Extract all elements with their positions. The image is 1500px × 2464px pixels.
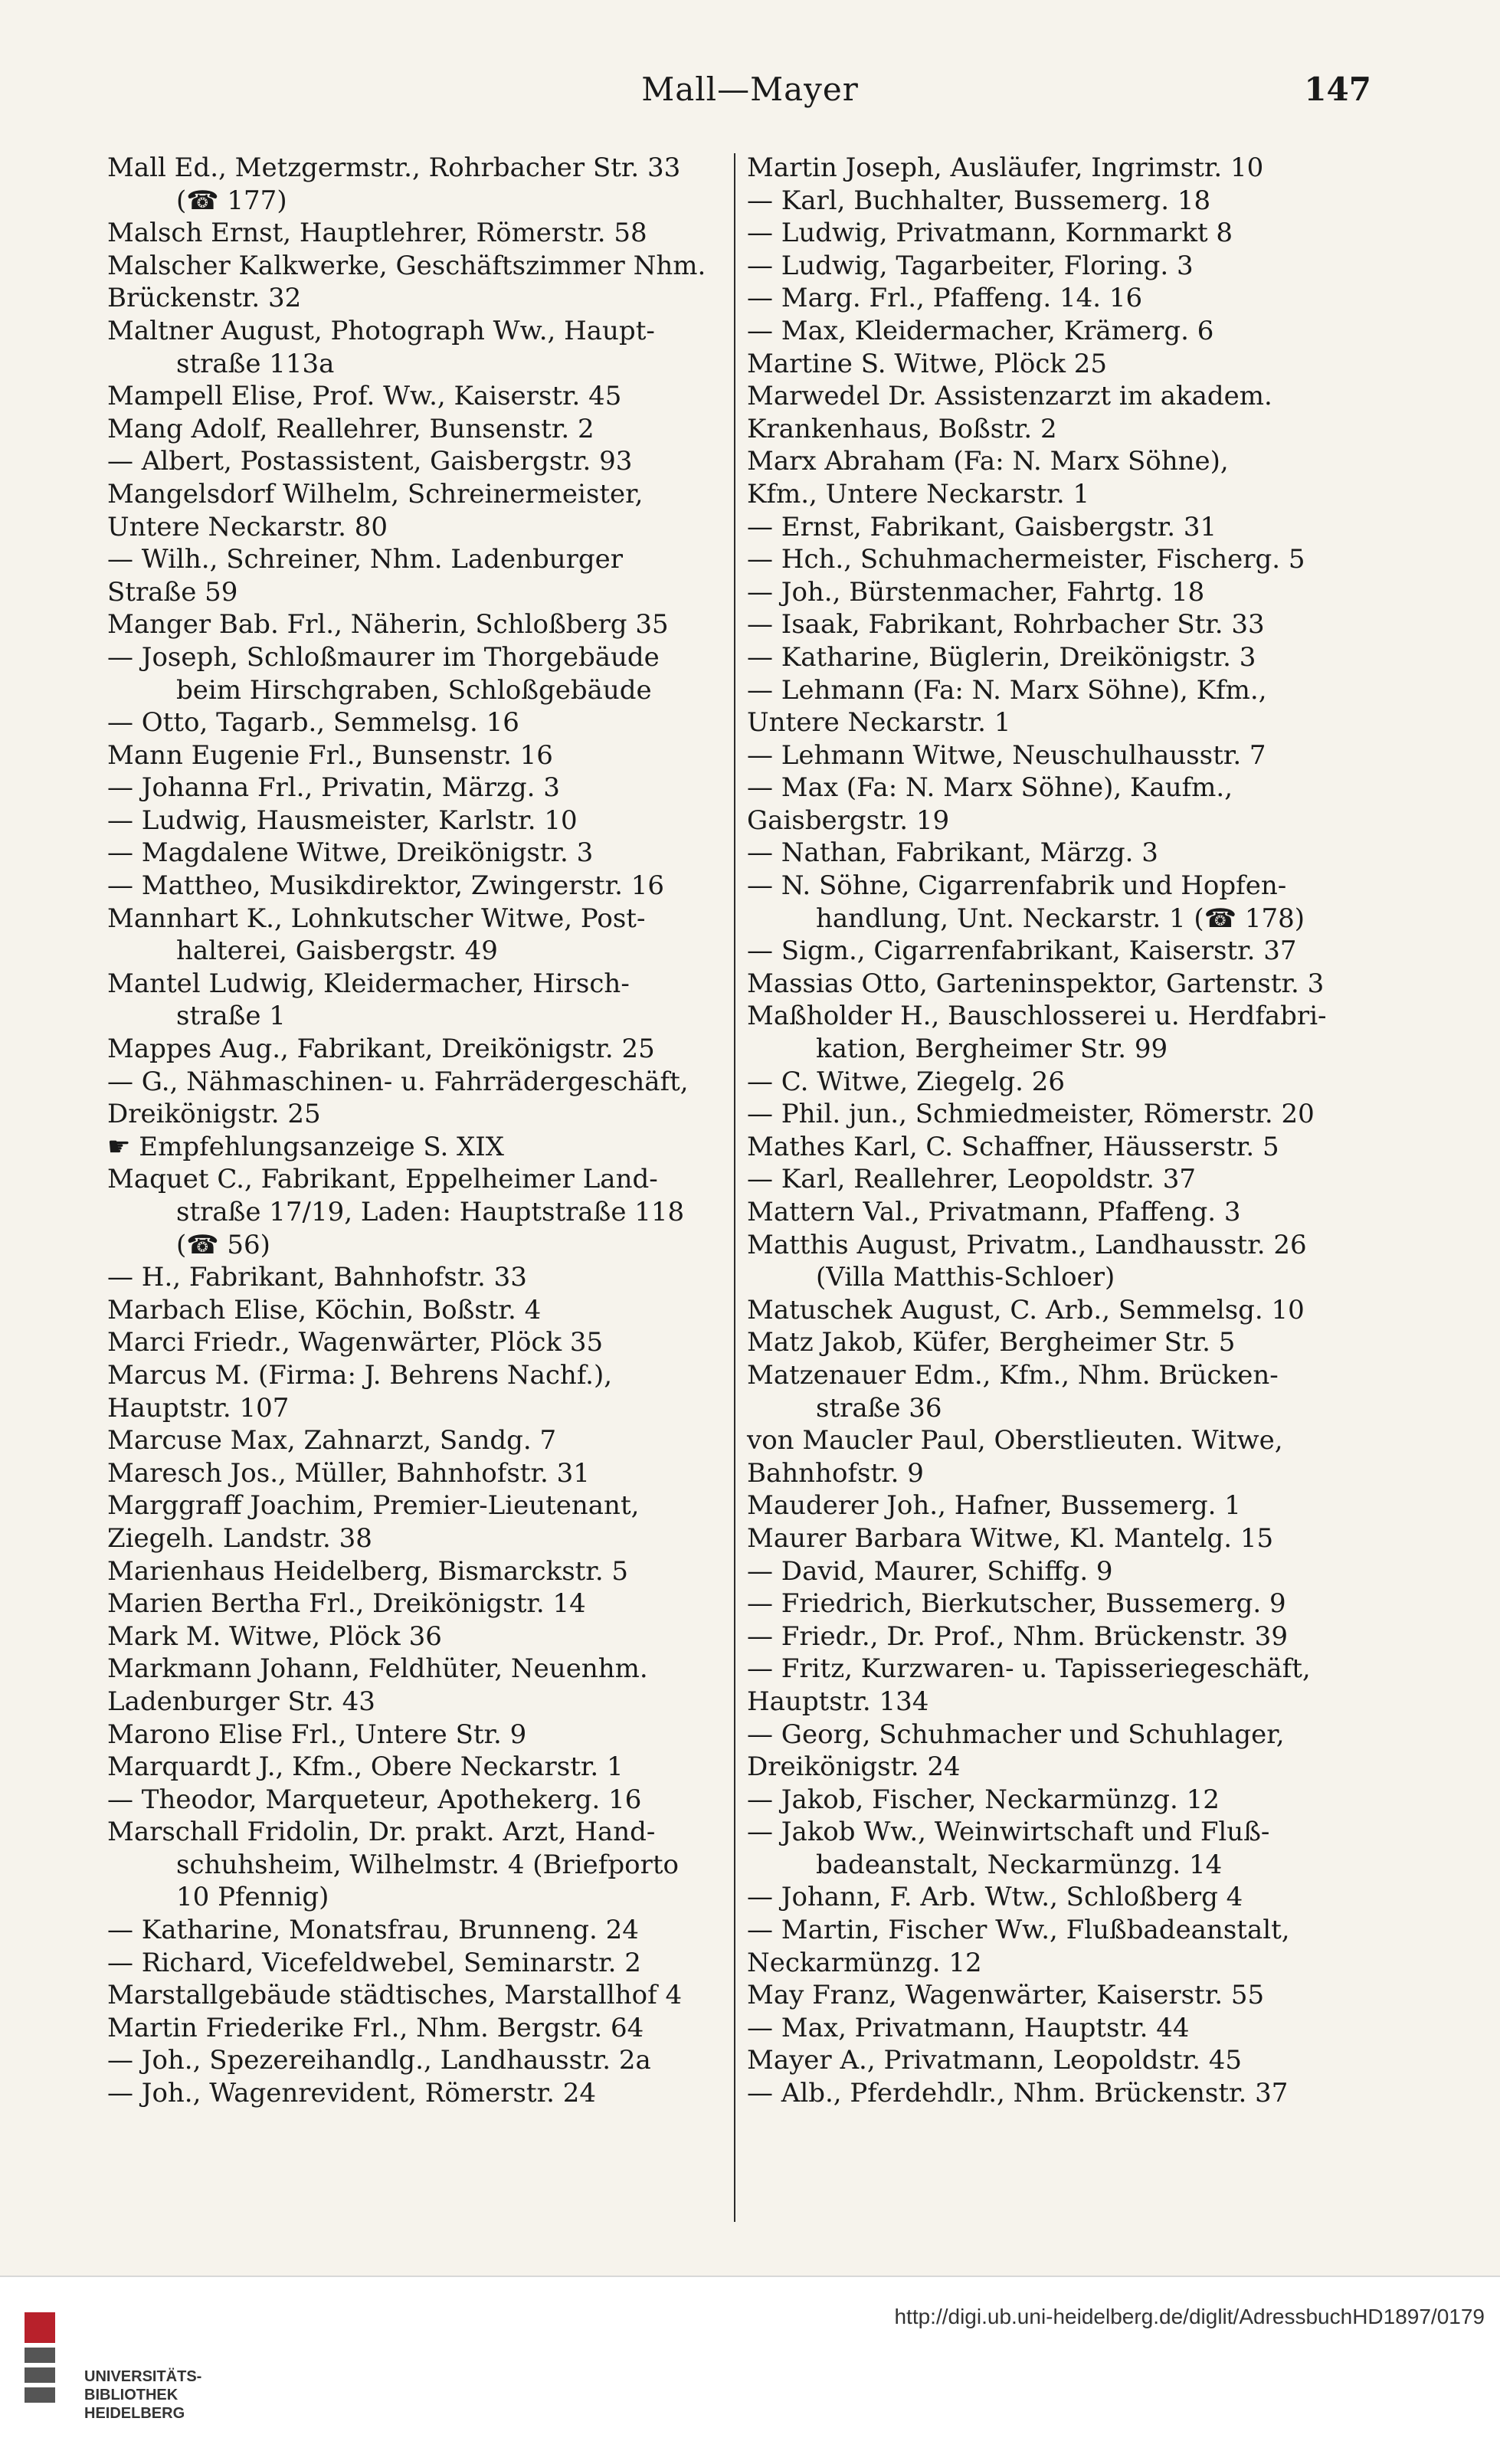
directory-line: — G., Nähmaschinen- u. Fahrrädergeschäft, xyxy=(107,1066,689,1097)
directory-line: Malscher Kalkwerke, Geschäftszimmer Nhm. xyxy=(107,250,706,281)
directory-line: — Mattheo, Musikdirektor, Zwingerstr. 16 xyxy=(107,870,664,902)
directory-line: — Isaak, Fabrikant, Rohrbacher Str. 33 xyxy=(747,609,1265,641)
directory-line: — Karl, Reallehrer, Leopoldstr. 37 xyxy=(747,1164,1197,1195)
directory-line: — C. Witwe, Ziegelg. 26 xyxy=(747,1066,1065,1097)
directory-line: Mang Adolf, Reallehrer, Bunsenstr. 2 xyxy=(107,413,594,444)
directory-line: beim Hirschgraben, Schloßgebäude xyxy=(176,674,652,706)
directory-line: Mappes Aug., Fabrikant, Dreikönigstr. 25 xyxy=(107,1034,655,1065)
directory-line: straße 1 xyxy=(176,1001,286,1032)
directory-line: — Ludwig, Privatmann, Kornmarkt 8 xyxy=(747,218,1233,249)
directory-line: Marx Abraham (Fa: N. Marx Söhne), xyxy=(747,446,1229,477)
directory-line: Untere Neckarstr. 80 xyxy=(107,511,388,542)
logo-line: HEIDELBERG xyxy=(84,2405,185,2422)
directory-line: — Joseph, Schloßmaurer im Thorgebäude xyxy=(107,641,660,673)
directory-line: Matz Jakob, Küfer, Bergheimer Str. 5 xyxy=(747,1327,1236,1358)
directory-line: — Ernst, Fabrikant, Gaisbergstr. 31 xyxy=(747,511,1217,542)
directory-line: — Richard, Vicefeldwebel, Seminarstr. 2 xyxy=(107,1947,641,1978)
directory-line: Marcuse Max, Zahnarzt, Sandg. 7 xyxy=(107,1425,557,1456)
directory-line: — Albert, Postassistent, Gaisbergstr. 93 xyxy=(107,446,633,477)
directory-line: — Joh., Spezereihandlg., Landhausstr. 2a xyxy=(107,2045,651,2076)
directory-line: Mangelsdorf Wilhelm, Schreinermeister, xyxy=(107,478,644,510)
directory-line: Marci Friedr., Wagenwärter, Plöck 35 xyxy=(107,1327,604,1358)
directory-line: — Lehmann (Fa: N. Marx Söhne), Kfm., xyxy=(747,674,1267,706)
directory-line: — Johann, F. Arb. Wtw., Schloßberg 4 xyxy=(747,1882,1243,1913)
directory-line: — Karl, Buchhalter, Bussemerg. 18 xyxy=(747,185,1211,216)
directory-line: Marquardt J., Kfm., Obere Neckarstr. 1 xyxy=(107,1751,624,1783)
directory-line: von Maucler Paul, Oberstlieuten. Witwe, xyxy=(747,1425,1283,1456)
directory-line: ☛ Empfehlungsanzeige S. XIX xyxy=(107,1131,504,1162)
source-url[interactable]: http://digi.ub.uni-heidelberg.de/diglit/AdressbuchHD1897/0179 xyxy=(894,2305,1485,2328)
directory-line: Mampell Elise, Prof. Ww., Kaiserstr. 45 xyxy=(107,381,622,412)
directory-line: Mannhart K., Lohnkutscher Witwe, Post- xyxy=(107,903,646,934)
directory-line: — Jakob, Fischer, Neckarmünzg. 12 xyxy=(747,1784,1220,1815)
directory-line: — Max, Kleidermacher, Krämerg. 6 xyxy=(747,315,1214,346)
directory-line: Marienhaus Heidelberg, Bismarckstr. 5 xyxy=(107,1555,629,1587)
directory-line: — Jakob Ww., Weinwirtschaft und Fluß- xyxy=(747,1817,1270,1848)
directory-line: straße 113a xyxy=(176,348,335,379)
directory-line: Matzenauer Edm., Kfm., Nhm. Brücken- xyxy=(747,1359,1279,1391)
directory-line: Marcus M. (Firma: J. Behrens Nachf.), xyxy=(107,1359,613,1391)
directory-line: — Katharine, Monatsfrau, Brunneng. 24 xyxy=(107,1915,639,1946)
directory-line: Martin Joseph, Ausläufer, Ingrimstr. 10 xyxy=(747,152,1264,183)
directory-line: (Villa Matthis-Schloer) xyxy=(816,1262,1115,1293)
logo-line: UNIVERSITÄTS- xyxy=(84,2368,202,2385)
column-divider xyxy=(734,153,735,2222)
directory-line: — Max, Privatmann, Hauptstr. 44 xyxy=(747,2012,1190,2043)
directory-line: straße 36 xyxy=(816,1392,942,1424)
directory-line: — Magdalene Witwe, Dreikönigstr. 3 xyxy=(107,837,594,869)
directory-line: — Ludwig, Hausmeister, Karlstr. 10 xyxy=(107,804,578,836)
directory-line: Mall Ed., Metzgermstr., Rohrbacher Str. 33 xyxy=(107,152,681,183)
library-logo-icon xyxy=(18,2312,61,2427)
directory-line: — Wilh., Schreiner, Nhm. Ladenburger xyxy=(107,544,624,575)
directory-line: — Hch., Schuhmachermeister, Fischerg. 5 xyxy=(747,544,1305,575)
directory-line: — Sigm., Cigarrenfabrikant, Kaiserstr. 37 xyxy=(747,935,1297,967)
directory-line: Untere Neckarstr. 1 xyxy=(747,707,1011,739)
directory-line: Bahnhofstr. 9 xyxy=(747,1457,924,1489)
footer-bar xyxy=(0,2276,1500,2464)
directory-line: — Georg, Schuhmacher und Schuhlager, xyxy=(747,1719,1285,1750)
directory-line: Maresch Jos., Müller, Bahnhofstr. 31 xyxy=(107,1457,590,1489)
directory-line: — Johanna Frl., Privatin, Märzg. 3 xyxy=(107,772,560,804)
page-title: Mall—Mayer xyxy=(641,70,859,108)
directory-line: Krankenhaus, Boßstr. 2 xyxy=(747,413,1057,444)
directory-line: 10 Pfennig) xyxy=(176,1882,329,1913)
directory-line: — Alb., Pferdehdlr., Nhm. Brückenstr. 37 xyxy=(747,2078,1289,2109)
directory-line: Marono Elise Frl., Untere Str. 9 xyxy=(107,1719,527,1750)
directory-line: Marbach Elise, Köchin, Boßstr. 4 xyxy=(107,1294,542,1325)
directory-line: — Friedr., Dr. Prof., Nhm. Brückenstr. 39 xyxy=(747,1620,1288,1652)
directory-line: Marggraff Joachim, Premier-Lieutenant, xyxy=(107,1490,640,1522)
directory-line: Matthis August, Privatm., Landhausstr. 26 xyxy=(747,1229,1307,1260)
directory-line: badeanstalt, Neckarmünzg. 14 xyxy=(816,1849,1223,1880)
directory-line: Mattern Val., Privatmann, Pfaffeng. 3 xyxy=(747,1197,1241,1227)
directory-line: Marschall Fridolin, Dr. prakt. Arzt, Hand- xyxy=(107,1817,656,1848)
directory-line: — Nathan, Fabrikant, Märzg. 3 xyxy=(747,837,1158,869)
directory-line: — Max (Fa: N. Marx Söhne), Kaufm., xyxy=(747,772,1233,804)
directory-line: Massias Otto, Garteninspektor, Gartenstr. 3 xyxy=(747,968,1325,999)
directory-line: — Joh., Bürstenmacher, Fahrtg. 18 xyxy=(747,576,1205,608)
directory-line: Marstallgebäude städtisches, Marstallhof 4 xyxy=(107,1980,683,2011)
directory-line: — David, Maurer, Schiffg. 9 xyxy=(747,1555,1113,1587)
library-logo-text xyxy=(84,2367,201,2423)
directory-line: straße 17/19, Laden: Hauptstraße 118 xyxy=(176,1197,685,1227)
directory-line: Martin Friederike Frl., Nhm. Bergstr. 64 xyxy=(107,2012,644,2043)
directory-line: Dreikönigstr. 25 xyxy=(107,1099,321,1130)
directory-line: Maquet C., Fabrikant, Eppelheimer Land- xyxy=(107,1164,658,1195)
directory-line: handlung, Unt. Neckarstr. 1 (☎ 178) xyxy=(816,903,1305,934)
directory-line: Straße 59 xyxy=(107,576,238,608)
directory-line: — Otto, Tagarb., Semmelsg. 16 xyxy=(107,707,519,739)
directory-line: (☎ 177) xyxy=(176,185,287,216)
directory-line: Mantel Ludwig, Kleidermacher, Hirsch- xyxy=(107,968,630,999)
directory-line: — Ludwig, Tagarbeiter, Floring. 3 xyxy=(747,250,1194,281)
directory-line: Hauptstr. 134 xyxy=(747,1686,929,1717)
directory-line: Mark M. Witwe, Plöck 36 xyxy=(107,1620,442,1652)
directory-line: Ziegelh. Landstr. 38 xyxy=(107,1522,372,1554)
directory-line: Markmann Johann, Feldhüter, Neuenhm. xyxy=(107,1653,648,1685)
logo-line: BIBLIOTHEK xyxy=(84,2387,178,2403)
directory-line: — Joh., Wagenrevident, Römerstr. 24 xyxy=(107,2078,596,2109)
directory-line: Manger Bab. Frl., Näherin, Schloßberg 35 xyxy=(107,609,669,641)
directory-line: — Theodor, Marqueteur, Apothekerg. 16 xyxy=(107,1784,642,1815)
right-column xyxy=(747,152,1367,2110)
directory-line: — Fritz, Kurzwaren- u. Tapisseriegeschäft, xyxy=(747,1653,1311,1685)
directory-line: — Martin, Fischer Ww., Flußbadeanstalt, xyxy=(747,1915,1290,1946)
directory-line: May Franz, Wagenwärter, Kaiserstr. 55 xyxy=(747,1980,1265,2011)
directory-line: Maltner August, Photograph Ww., Haupt- xyxy=(107,315,655,346)
directory-line: Gaisbergstr. 19 xyxy=(747,804,950,836)
directory-line: Mann Eugenie Frl., Bunsenstr. 16 xyxy=(107,739,553,771)
directory-line: Mayer A., Privatmann, Leopoldstr. 45 xyxy=(747,2045,1243,2076)
directory-line: — Katharine, Büglerin, Dreikönigstr. 3 xyxy=(747,641,1256,673)
directory-line: Malsch Ernst, Hauptlehrer, Römerstr. 58 xyxy=(107,218,647,249)
directory-line: Mathes Karl, C. Schaffner, Häusserstr. 5 xyxy=(747,1131,1279,1162)
directory-line: — H., Fabrikant, Bahnhofstr. 33 xyxy=(107,1262,527,1293)
directory-line: Marien Bertha Frl., Dreikönigstr. 14 xyxy=(107,1588,586,1620)
directory-line: halterei, Gaisbergstr. 49 xyxy=(176,935,498,967)
directory-line: Martine S. Witwe, Plöck 25 xyxy=(747,348,1108,379)
directory-line: Matuschek August, C. Arb., Semmelsg. 10 xyxy=(747,1294,1305,1325)
directory-line: Brückenstr. 32 xyxy=(107,283,302,314)
directory-line: — Friedrich, Bierkutscher, Bussemerg. 9 xyxy=(747,1588,1286,1620)
left-column xyxy=(107,152,720,2110)
directory-line: kation, Bergheimer Str. 99 xyxy=(816,1034,1168,1065)
directory-line: (☎ 56) xyxy=(176,1229,270,1260)
directory-line: schuhsheim, Wilhelmstr. 4 (Briefporto xyxy=(176,1849,679,1880)
directory-line: Maurer Barbara Witwe, Kl. Mantelg. 15 xyxy=(747,1522,1274,1554)
directory-line: Neckarmünzg. 12 xyxy=(747,1947,982,1978)
directory-line: Mauderer Joh., Hafner, Bussemerg. 1 xyxy=(747,1490,1241,1522)
directory-line: Kfm., Untere Neckarstr. 1 xyxy=(747,478,1090,510)
directory-line: — N. Söhne, Cigarrenfabrik und Hopfen- xyxy=(747,870,1287,902)
directory-line: Dreikönigstr. 24 xyxy=(747,1751,961,1783)
directory-line: Maßholder H., Bauschlosserei u. Herdfabri- xyxy=(747,1001,1327,1032)
directory-line: — Phil. jun., Schmiedmeister, Römerstr. 20 xyxy=(747,1099,1315,1130)
directory-line: Ladenburger Str. 43 xyxy=(107,1686,375,1717)
page-number: 147 xyxy=(1304,70,1371,108)
directory-line: — Marg. Frl., Pfaffeng. 14. 16 xyxy=(747,283,1143,314)
directory-line: Hauptstr. 107 xyxy=(107,1392,290,1424)
directory-line: — Lehmann Witwe, Neuschulhausstr. 7 xyxy=(747,739,1266,771)
directory-line: Marwedel Dr. Assistenzarzt im akadem. xyxy=(747,381,1272,412)
